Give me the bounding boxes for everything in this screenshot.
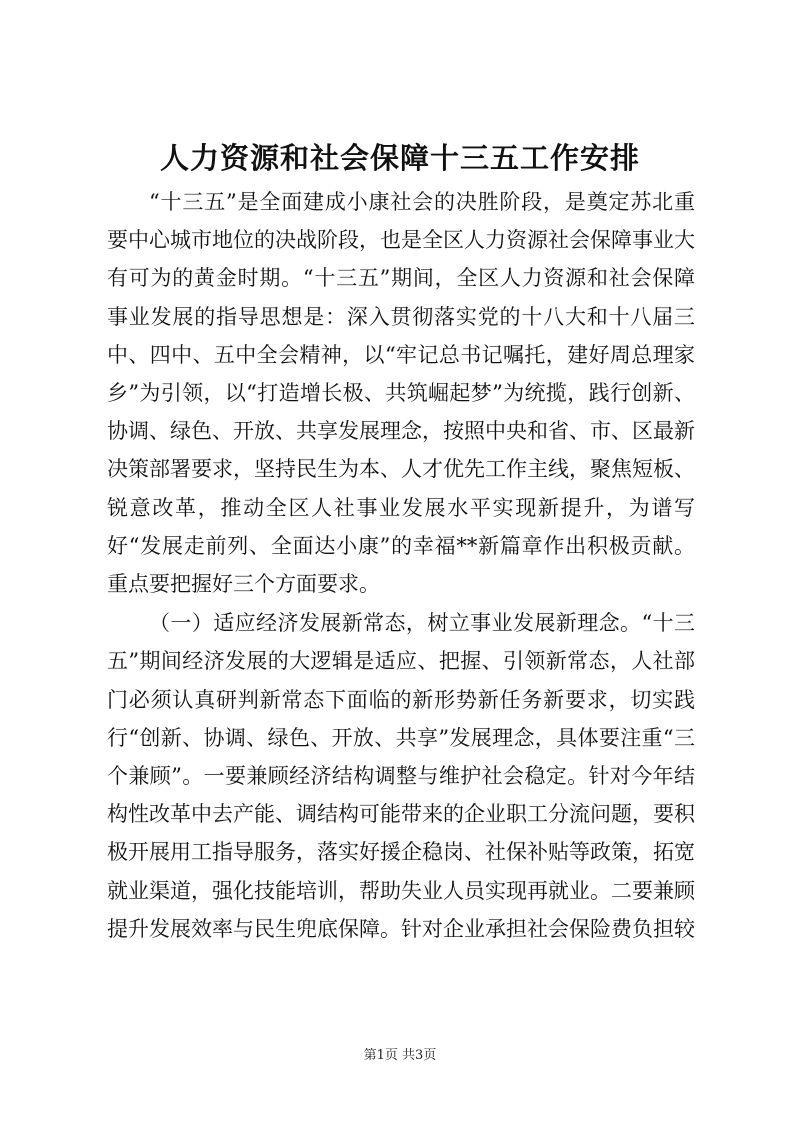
page-footer: 第1页 共3页 (363, 1048, 437, 1063)
paragraph-section-one: （一）适应经济发展新常态，树立事业发展新理念。“十三五”期间经济发展的大逻辑是适应、把握、引领新常态，人社部门必须认真研判新常态下面临的新形势新任务新要求，切实践行“创新、协调、绿色、开放、共享”发展理念，具体要注重“三个兼顾”。一要兼顾经济结构调整与维护社会稳定。针对今年结构性改革中去产能、调结构可能带来的企业职工分流问题，要积极开展用工指导服务，落实好援企稳岗、社保补贴等政策，拓宽就业渠道，强化技能培训，帮助失业人员实现再就业。二要兼顾提升发展效率与民生兜底保障。针对企业承担社会保险费负担较 (107, 611, 695, 941)
paragraph-intro: “十三五”是全面建成小康社会的决胜阶段，是奠定苏北重要中心城市地位的决战阶段，也是全区人力资源社会保障事业大有可为的黄金时期。“十三五”期间，全区人力资源和社会保障事业发展的指导思想是：深入贯彻落实党的十八大和十八届三中、四中、五中全会精神，以“牢记总书记嘱托，建好周总理家乡”为引领，以“打造增长极、共筑崛起梦”为统揽，践行创新、协调、绿色、开放、共享发展理念，按照中央和省、市、区最新决策部署要求，坚持民生为本、人才优先工作主线，聚焦短板、锐意改革，推动全区人社事业发展水平实现新提升，为谱写好“发展走前列、全面达小康”的幸福**新篇章作出积极贡献。重点要把握好三个方面要求。 (107, 190, 695, 597)
document-title: 人力资源和社会保障十三五工作安排 (159, 141, 640, 175)
document-body (107, 183, 695, 948)
